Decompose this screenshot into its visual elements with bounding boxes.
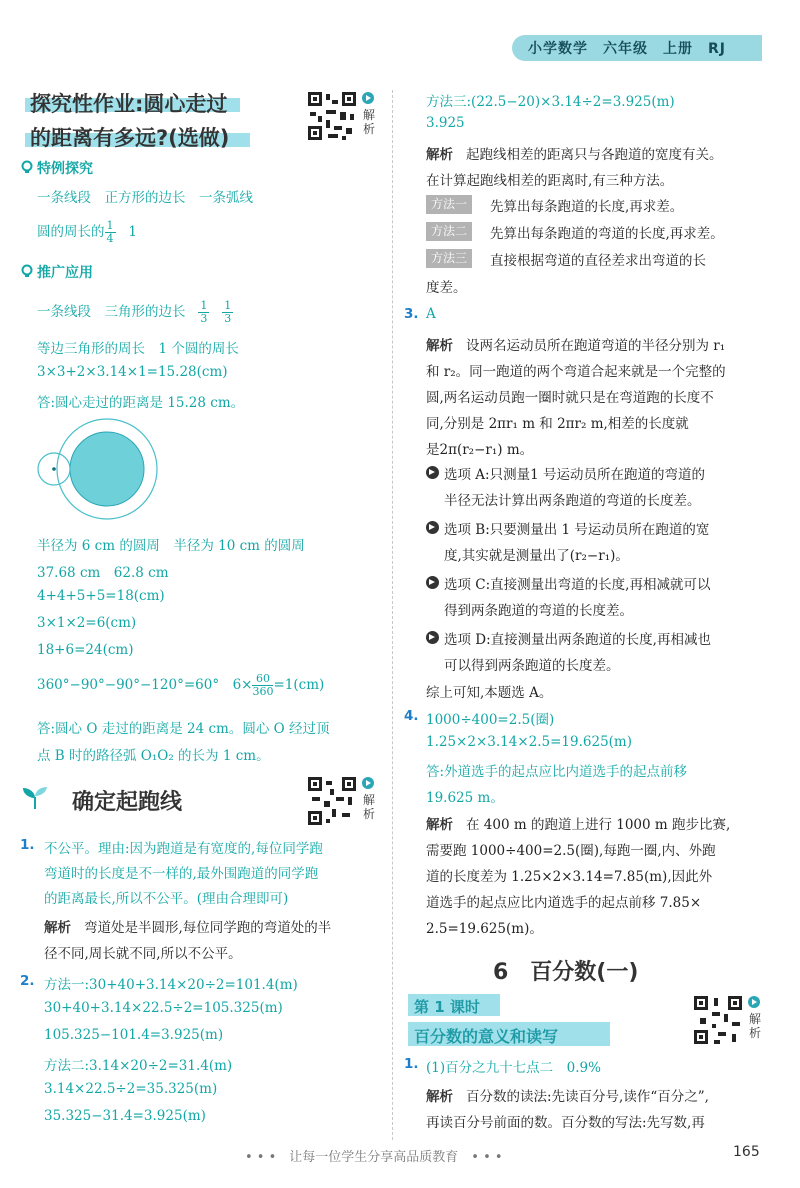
jiexi-label: 解析	[748, 1012, 761, 1040]
question-number: 1.	[20, 837, 35, 853]
qr-code-icon[interactable]	[306, 775, 358, 827]
text-line: 30+40+3.14×22.5÷2=105.325(m)	[44, 1000, 283, 1016]
subheading-extend: 推广应用	[37, 265, 93, 281]
section-title: 确定起跑线	[72, 790, 183, 815]
footer-slogan: • • • 让每一位学生分享高品质教育 • • •	[245, 1150, 503, 1165]
text-line: 径不同,周长就不同,所以不公平。	[44, 946, 242, 962]
qr-code-icon[interactable]	[692, 994, 744, 1046]
text-line: 在 400 m 的跑道上进行 1000 m 跑步比赛,	[466, 817, 731, 833]
text-line: 半径无法计算出两条跑道的弯道的长度差。	[444, 493, 701, 509]
method-badge: 方法二	[426, 222, 472, 241]
question-number: 4.	[404, 708, 419, 724]
text-line: 的距离最长,所以不公平。(理由合理即可)	[44, 891, 289, 907]
method-badge: 方法一	[426, 195, 472, 214]
text-line: 方法二:3.14×20÷2=31.4(m)	[44, 1058, 233, 1074]
text-line: 等边三角形的周长 1 个圆的周长	[37, 341, 239, 357]
page-number: 165	[733, 1144, 760, 1160]
text-line: 圆,两名运动员跑一圈时就只是在弯道跑的长度不	[426, 390, 714, 406]
text-line: 弯道处是半圆形,每位同学跑的弯道处的半	[84, 920, 332, 936]
text-line: 18+6=24(cm)	[37, 642, 134, 658]
text-line: 圆的周长的 $\frac{1}{4}$ 1	[37, 219, 137, 245]
text-line: 4+4+5+5=18(cm)	[37, 588, 165, 604]
text-line: 弯道时的长度是不一样的,最外围跑道的同学跑	[44, 866, 319, 882]
text-line: 度,其实就是测量出了(r₂−r₁)。	[444, 548, 629, 564]
text-line: 度差。	[426, 280, 467, 296]
text-line: 方法三:(22.5−20)×3.14÷2=3.925(m)	[426, 94, 675, 110]
text-line: 答:圆心走过的距离是 15.28 cm。	[37, 395, 245, 411]
play-icon	[362, 92, 374, 104]
text-line: 起跑线相差的距离只与各跑道的宽度有关。	[466, 147, 723, 163]
text-line: 同,分别是 2πr₁ m 和 2πr₂ m,相差的长度就	[426, 416, 689, 432]
text-line: 和 r₂。同一跑道的两个弯道合起来就是一个完整的	[426, 364, 726, 380]
text-line: 需要跑 1000÷400=2.5(圈),每跑一圈,内、外跑	[426, 843, 716, 859]
sprout-icon	[20, 786, 50, 810]
bulb-icon	[20, 264, 34, 278]
text-line: 道选手的起点应比内道选手的起点前移 7.85×	[426, 895, 702, 911]
answer: A	[426, 306, 436, 322]
method-badge: 方法三	[426, 249, 472, 268]
analysis-label: 解析	[426, 338, 453, 354]
text-line: 半径为 6 cm 的圆周 半径为 10 cm 的圆周	[37, 538, 305, 554]
text-line: 设两名运动员所在跑道弯道的半径分别为 r₁	[466, 338, 726, 354]
column-divider	[392, 90, 393, 1140]
text-line: 2.5=19.625(m)。	[426, 921, 543, 937]
text-line: 360°−90°−90°−120°=60° 6× $\frac{60}{360}$ =1(cm)	[37, 672, 325, 698]
text-line: 3×1×2=6(cm)	[37, 615, 137, 631]
lesson-title: 百分数的意义和读写	[414, 1027, 559, 1046]
text-line: 3×3+2×3.14×1=15.28(cm)	[37, 364, 228, 380]
text-line: 19.625 m。	[426, 790, 504, 806]
text-line: 105.325−101.4=3.925(m)	[44, 1027, 224, 1043]
arrow-icon	[426, 466, 439, 479]
chapter-title: 6 百分数(一)	[493, 960, 639, 985]
text-line: 3.925	[426, 115, 465, 131]
text-line: 选项 B:只要测量出 1 号运动员所在跑道的宽	[444, 522, 710, 538]
text-line: 在计算起跑线相差的距离时,有三种方法。	[426, 173, 674, 189]
lesson-number: 第 1 课时	[414, 998, 480, 1016]
text-line: 可以得到两条跑道的长度差。	[444, 658, 620, 674]
text-line: 先算出每条跑道的长度,再求差。	[490, 199, 684, 215]
text-line: 直接根据弯道的直径差求出弯道的长	[490, 253, 706, 269]
arrow-icon	[426, 631, 439, 644]
circle-diagram	[35, 418, 160, 520]
text-line: 选项 C:直接测量出弯道的长度,再相减就可以	[444, 577, 711, 593]
text-line: 先算出每条跑道的弯道的长度,再求差。	[490, 226, 724, 242]
text-line: 不公平。理由:因为跑道是有宽度的,每位同学跑	[44, 841, 323, 857]
text-line: 再读百分号前面的数。百分数的写法:先写数,再	[426, 1115, 705, 1131]
play-icon	[748, 996, 760, 1008]
text-line: 选项 D:直接测量出两条跑道的长度,再相减也	[444, 632, 711, 648]
text-line: 答:外道选手的起点应比内道选手的起点前移	[426, 764, 688, 780]
text-line: 点 B 时的路径弧 O₁O₂ 的长为 1 cm。	[37, 748, 270, 764]
jiexi-label: 解析	[362, 793, 375, 821]
section-title-line2: 的距离有多远?(选做)	[30, 126, 230, 150]
arrow-icon	[426, 521, 439, 534]
text-line: 3.14×22.5÷2=35.325(m)	[44, 1081, 218, 1097]
text-line: 35.325−31.4=3.925(m)	[44, 1108, 206, 1124]
analysis-label: 解析	[426, 817, 453, 833]
text-line: 得到两条跑道的弯道的长度差。	[444, 603, 633, 619]
analysis-label: 解析	[44, 920, 71, 936]
header-title: 小学数学 六年级 上册 RJ	[528, 41, 726, 57]
play-icon	[362, 777, 374, 789]
text-line: 综上可知,本题选 A。	[426, 685, 553, 701]
text-line: 选项 A:只测量1 号运动员所在跑道的弯道的	[444, 467, 705, 483]
text-line: 答:圆心 O 走过的距离是 24 cm。圆心 O 经过顶	[37, 721, 330, 737]
text-line: 方法一:30+40+3.14×20÷2=101.4(m)	[44, 977, 298, 993]
text-line: 37.68 cm 62.8 cm	[37, 565, 169, 581]
text-line: 道的长度差为 1.25×2×3.14=7.85(m),因此外	[426, 869, 713, 885]
section-title-line1: 探究性作业:圆心走过	[30, 92, 228, 116]
text-line: (1)百分之九十七点二 0.9%	[426, 1060, 601, 1076]
jiexi-label: 解析	[362, 108, 375, 136]
analysis-label: 解析	[426, 147, 453, 163]
question-number: 3.	[404, 306, 419, 322]
text-line: 一条线段 三角形的边长 $\frac{1}{3}$ $\frac{1}{3}$	[37, 299, 232, 325]
text-line: 一条线段 正方形的边长 一条弧线	[37, 190, 253, 206]
bulb-icon	[20, 160, 34, 174]
question-number: 1.	[404, 1056, 419, 1072]
question-number: 2.	[20, 973, 35, 989]
qr-code-icon[interactable]	[306, 90, 358, 142]
analysis-label: 解析	[426, 1089, 453, 1105]
text-line: 1.25×2×3.14×2.5=19.625(m)	[426, 734, 632, 750]
arrow-icon	[426, 576, 439, 589]
subheading-special: 特例探究	[37, 161, 93, 177]
text-line: 是2π(r₂−r₁) m。	[426, 442, 534, 458]
text-line: 百分数的读法:先读百分号,读作“百分之”,	[466, 1089, 709, 1105]
text-line: 1000÷400=2.5(圈)	[426, 712, 555, 728]
